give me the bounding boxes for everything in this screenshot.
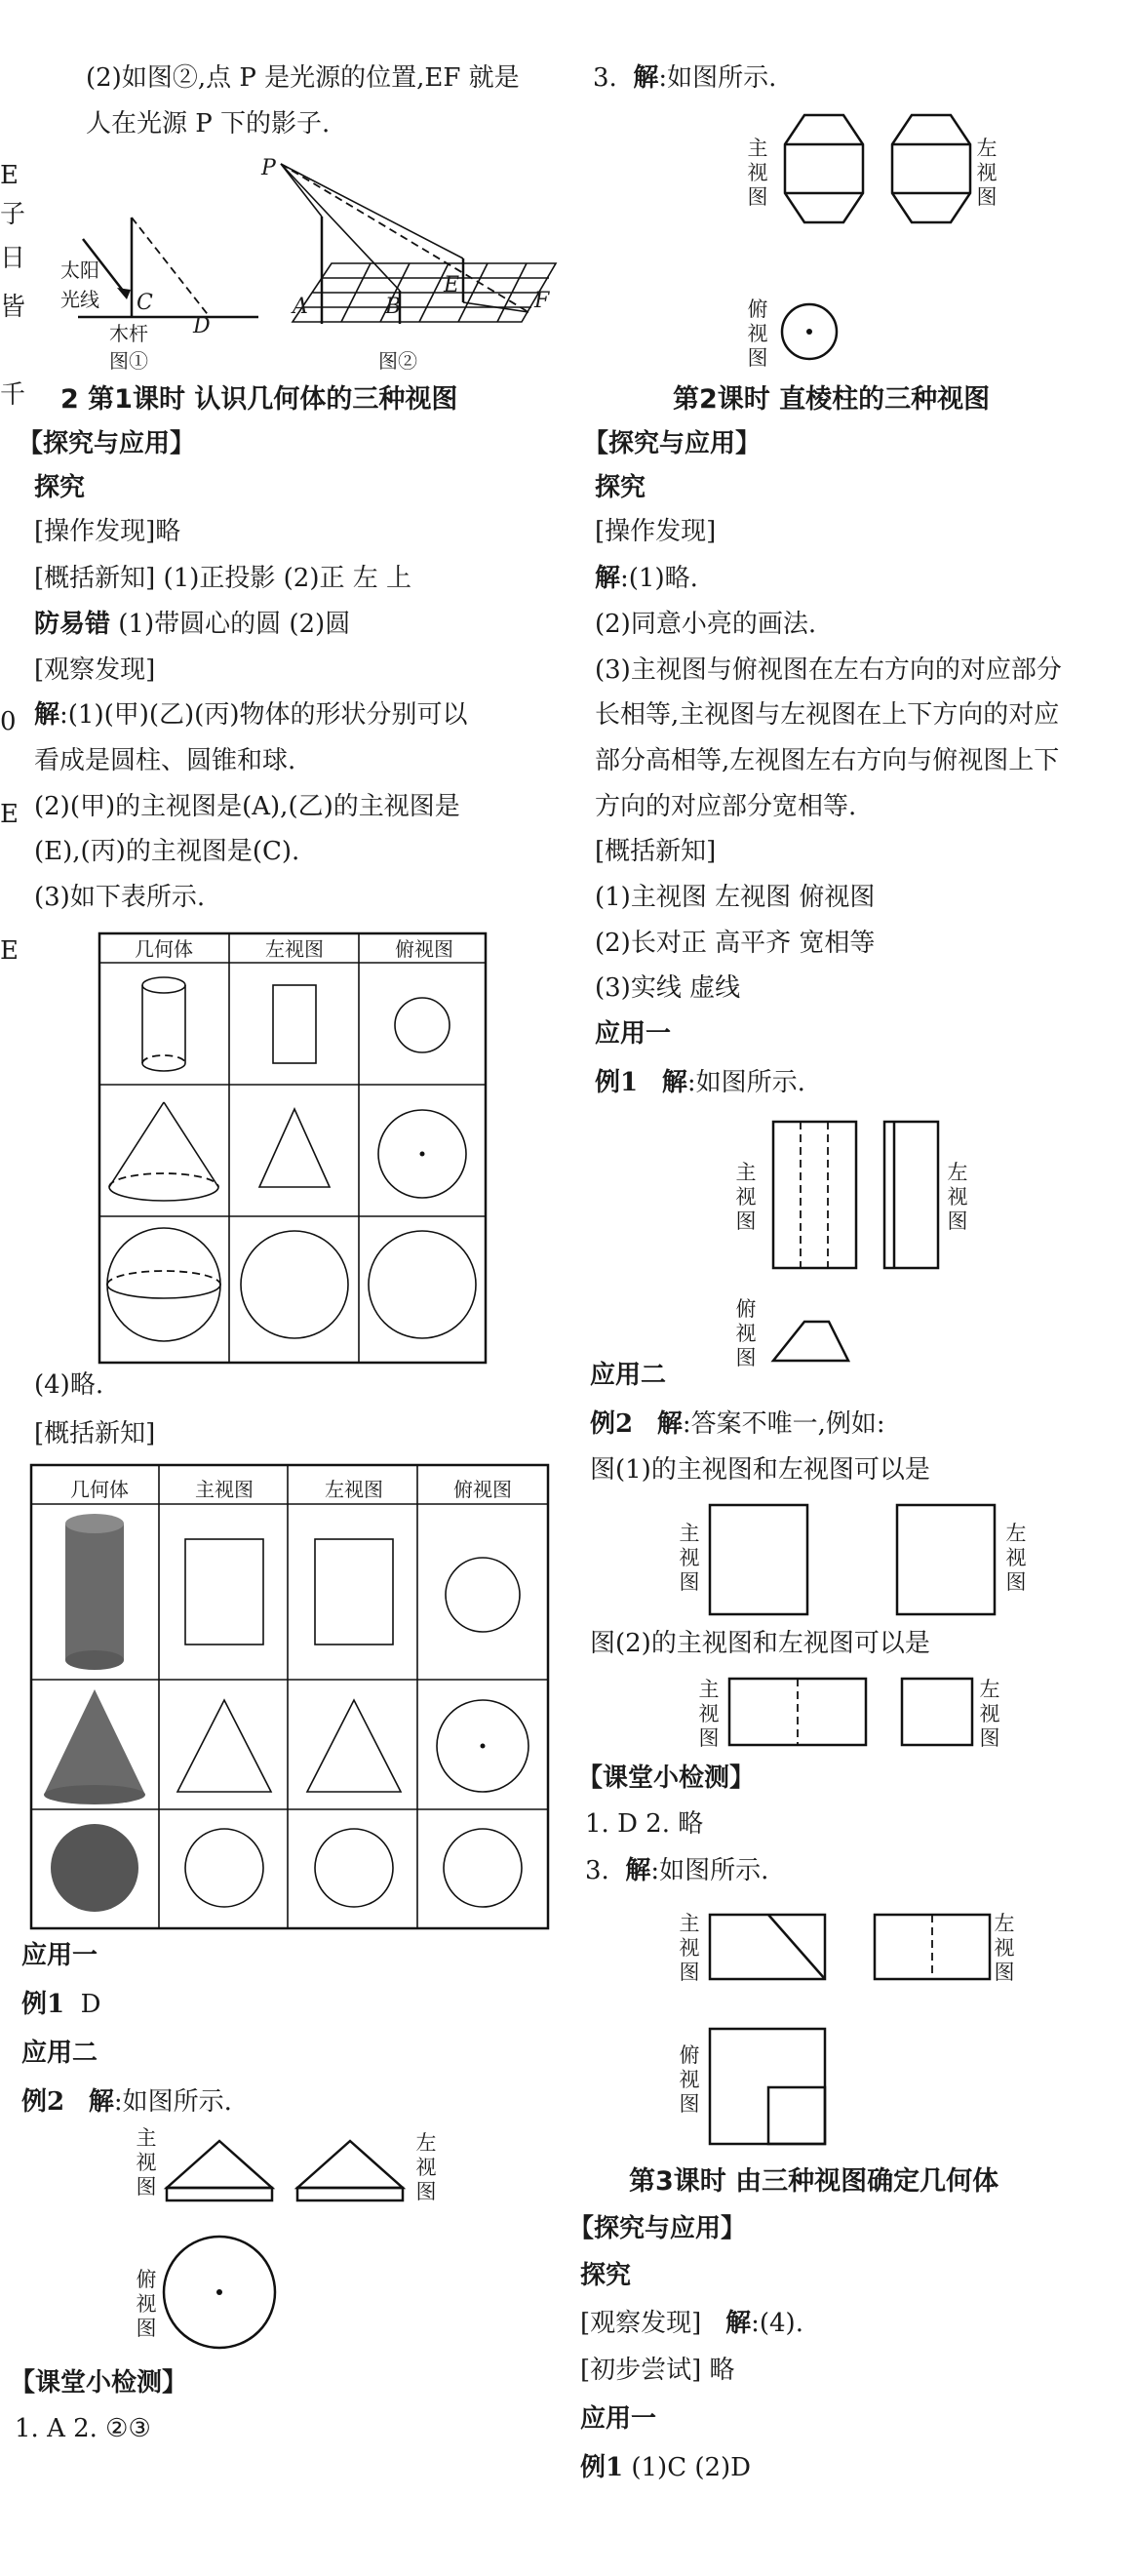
figure-light-source [273, 156, 575, 351]
example2b-views [726, 1676, 990, 1749]
text-line: (E),(丙)的主视图是(C). [34, 837, 300, 866]
bracket-heading: 【探究与应用】 [568, 2214, 747, 2243]
table-header: 俯视图 [453, 1478, 512, 1501]
subheading: 探究 [595, 473, 646, 502]
pole-label: 木杆 [109, 322, 148, 345]
section-title: 第3课时 由三种视图确定几何体 [629, 2166, 999, 2197]
bracket-heading: 【探究与应用】 [583, 429, 762, 458]
bracket-heading: 【探究与应用】 [18, 429, 196, 458]
text-line: [概括新知] [34, 1419, 156, 1448]
text-line: [概括新知] (1)正投影 (2)正 左 上 [34, 564, 412, 593]
margin-char: E [0, 161, 19, 190]
question-number: 3. [585, 1856, 609, 1885]
point-c: C [137, 291, 153, 315]
text-line: 人在光源 P 下的影子. [86, 109, 331, 139]
text-line: :如图所示. [686, 1068, 805, 1097]
subheading: 应用一 [21, 1941, 98, 1970]
text-line: (2)如图②,点 P 是光源的位置,EF 就是 [86, 63, 520, 93]
answer-label: 解 [625, 1856, 651, 1885]
text-line: 图(2)的主视图和左视图可以是 [590, 1629, 930, 1658]
views-table-2 [29, 1463, 551, 1931]
views-table-1 [98, 931, 488, 1366]
answer-label: 解 [633, 63, 659, 93]
answer-label: 解 [88, 2087, 114, 2117]
view-label: 俯 视 图 [747, 297, 768, 370]
text-line: (3)实线 虚线 [595, 973, 741, 1003]
text-line: 看成是圆柱、圆锥和球. [34, 746, 296, 775]
margin-char: 皆 [0, 293, 26, 322]
margin-char: E [0, 936, 19, 966]
text-line: :(1)略. [620, 564, 698, 593]
point-f: F [534, 289, 550, 313]
example-label: 例2 [21, 2087, 65, 2117]
table-header: 几何体 [135, 937, 193, 961]
view-label: 俯 视 图 [136, 2268, 157, 2340]
text-line: (4)略. [34, 1370, 104, 1400]
text-line: 部分高相等,左视图左右方向与俯视图上下 [595, 746, 1060, 775]
subheading: 探究 [34, 473, 86, 502]
example-label: 例1 [595, 1068, 639, 1097]
answer-label: 解 [661, 1068, 687, 1097]
view-label: 左 视 图 [1005, 1522, 1027, 1594]
text-line: [操作发现]略 [34, 517, 181, 546]
text-line: 方向的对应部分宽相等. [595, 792, 857, 821]
text-line: (3)主视图与俯视图在左右方向的对应部分 [595, 655, 1062, 685]
point-e: E [444, 273, 460, 297]
sun-label: 太阳 [60, 258, 99, 282]
view-label: 左 视 图 [947, 1161, 968, 1233]
bracket-heading: 【课堂小检测】 [577, 1764, 756, 1793]
section-title: 第2课时 直棱柱的三种视图 [673, 384, 991, 415]
view-label: 主 视 图 [679, 1912, 700, 1984]
answer-label: 解 [656, 1409, 683, 1439]
subheading: 探究 [580, 2261, 632, 2290]
example-answer: D [80, 1990, 101, 2019]
text-line: :(1)(甲)(乙)(丙)物体的形状分别可以 [59, 700, 468, 730]
margin-char: 子 [0, 200, 26, 229]
text-line: (1)主视图 左视图 俯视图 [595, 883, 876, 912]
example2a-views [707, 1502, 1009, 1619]
view-label: 主 视 图 [136, 2126, 157, 2199]
margin-char: 日 [0, 244, 26, 273]
q3-hexprism-views [765, 107, 990, 371]
text-line: :(4). [751, 2309, 803, 2338]
text-line: (2)(甲)的主视图是(A),(乙)的主视图是 [34, 792, 460, 821]
question-number: 3. [593, 63, 617, 93]
text-line: :如图所示. [650, 1856, 769, 1885]
answer-label: 解 [595, 564, 621, 593]
warning-label: 防易错 [34, 610, 111, 639]
point-p: P [261, 156, 276, 180]
text-line: (3)如下表所示. [34, 883, 206, 912]
example2-views [161, 2121, 434, 2346]
view-label: 左 视 图 [979, 1678, 1000, 1750]
point-a: A [293, 295, 308, 319]
text-line: 长相等,主视图与左视图在上下方向的对应 [595, 700, 1060, 730]
answer-label: 解 [34, 700, 60, 730]
text-line: [观察发现] [34, 655, 156, 685]
text-line: 图(1)的主视图和左视图可以是 [590, 1455, 930, 1485]
table-header: 几何体 [70, 1478, 129, 1501]
point-b: B [385, 295, 402, 319]
subheading: 应用一 [595, 1019, 672, 1049]
table-header: 主视图 [195, 1478, 254, 1501]
view-label: 左 视 图 [994, 1912, 1015, 1984]
example-label: 例1 [21, 1990, 65, 2019]
example-label: 例1 [580, 2453, 624, 2482]
table-header: 俯视图 [395, 937, 453, 961]
text-line: [初步尝试] 略 [580, 2356, 735, 2385]
quiz-answers: 1. A 2. ②③ [15, 2414, 151, 2443]
text-line: [操作发现] [595, 517, 717, 546]
table-header: 左视图 [265, 937, 324, 961]
view-label: 主 视 图 [735, 1161, 757, 1233]
ray-label: 光线 [60, 288, 99, 311]
margin-char: 0 [0, 707, 17, 736]
margin-char: E [0, 800, 19, 829]
text-line: :如图所示. [658, 63, 777, 93]
text-line: [概括新知] [595, 837, 717, 866]
example-answer: (1)C (2)D [623, 2453, 752, 2482]
subheading: 应用二 [21, 2039, 98, 2068]
view-label: 主 视 图 [679, 1522, 700, 1594]
fig2-caption: 图② [378, 349, 417, 373]
example-label: 例2 [590, 1409, 634, 1439]
fig1-caption: 图① [109, 349, 148, 373]
text-line: [观察发现] [580, 2309, 702, 2338]
view-label: 主 视 图 [698, 1678, 720, 1750]
table-header: 左视图 [325, 1478, 383, 1501]
view-label: 俯 视 图 [735, 1297, 757, 1369]
quiz3-views [707, 1912, 999, 2107]
bracket-heading: 【课堂小检测】 [10, 2368, 188, 2398]
view-label: 俯 视 图 [679, 2043, 700, 2116]
text-line: (2)同意小亮的画法. [595, 610, 817, 639]
view-label: 左 视 图 [415, 2131, 437, 2203]
text-line: (2)长对正 高平齐 宽相等 [595, 929, 876, 958]
answer-label: 解 [725, 2309, 752, 2338]
section-title: 2 第1课时 认识几何体的三种视图 [60, 384, 458, 415]
text-line: :如图所示. [113, 2087, 232, 2117]
view-label: 主 视 图 [747, 137, 768, 209]
quiz-answers: 1. D 2. 略 [585, 1809, 704, 1839]
margin-char: 千 [0, 380, 26, 410]
text-line: :答案不唯一,例如: [682, 1409, 885, 1439]
text-line: (1)带圆心的圆 (2)圆 [110, 610, 351, 639]
view-label: 左 视 图 [976, 137, 998, 209]
point-d: D [193, 314, 211, 338]
example1-prism-views [765, 1117, 960, 1380]
subheading: 应用一 [580, 2404, 657, 2434]
subheading: 应用二 [590, 1361, 667, 1390]
